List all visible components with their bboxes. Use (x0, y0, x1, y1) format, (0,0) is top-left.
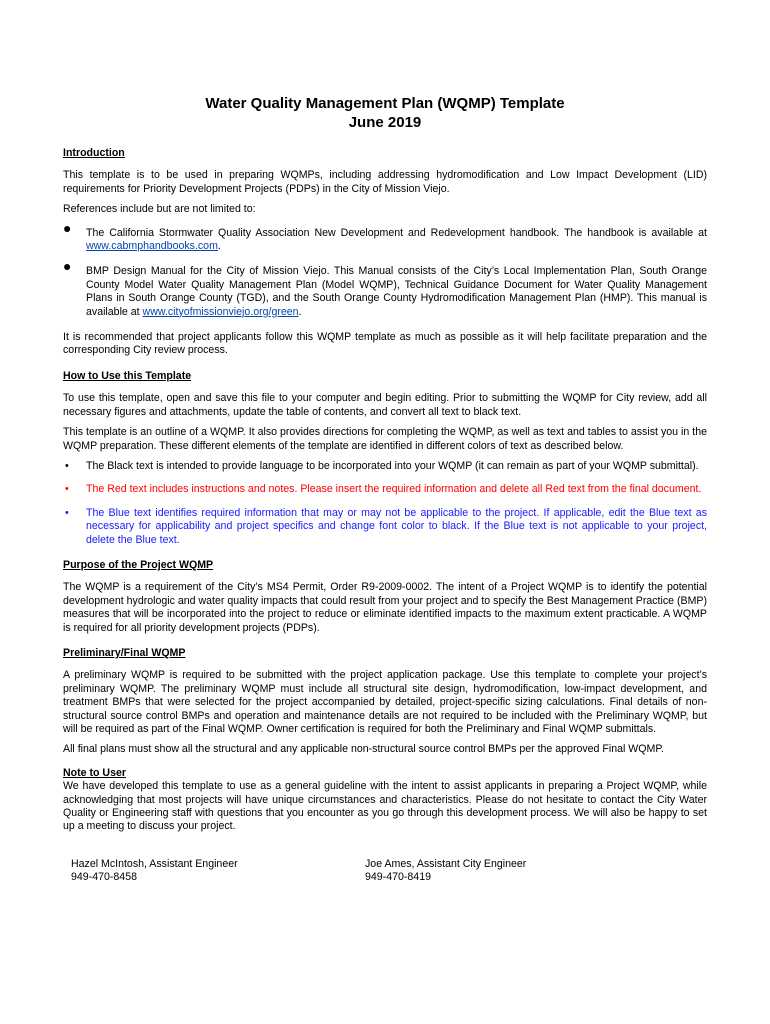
document-title (63, 94, 707, 132)
title-line-2: June 2019 (348, 114, 422, 131)
color-legend-list (63, 460, 707, 547)
reference-item (63, 258, 707, 319)
document-page (63, 94, 707, 885)
cabmp-handbook-link[interactable]: www.cabmphandbooks.com (86, 240, 218, 253)
reference-punct: . (217, 240, 221, 253)
purpose-paragraph: The WQMP is a requirement of the City’s MS4 Permit, Order R9-2009-0002. The intent of a Project WQMP is to identify the potential development hydrologic and water quality impacts that could result from your project and to specify the Best Management Practice (BMP) measures that will be incorporated into the project to reduce or eliminate identified impacts to the maximum extent practicable. A WQMP is required for all priority development projects (PDPs). (63, 581, 707, 634)
reference-punct: . (298, 305, 302, 318)
introduction-heading: Introduction (63, 147, 125, 159)
contact-hazel-mcintosh (71, 858, 365, 885)
black-text-note-text: The Black text is intended to provide language to be incorporated into your WQMP (it can remain as part of your WQMP submittal). (86, 459, 699, 472)
recommendation-paragraph: It is recommended that project applicants follow this WQMP template as much as possible as it will help facilitate preparation and the corresponding City review process. (63, 331, 707, 357)
note-to-user-paragraph: We have developed this template to use as a general guideline with the intent to assist applicants in preparing a Project WQMP, while acknowledging that most projects will have unique circumstances and characteristics. Please do not hesitate to contact the City Water Quality or Engineering staff with questions that you encounter as you go through this development process. We will also be happy to set up a meeting to discuss your project. (63, 780, 707, 833)
blue-text-note (63, 507, 707, 547)
references-list (63, 219, 707, 319)
reference-item (63, 219, 707, 254)
reference-text: The California Stormwater Quality Association New Development and Redevelopment handbook. The handbook is available at (86, 226, 707, 239)
how-to-use-paragraph-1: To use this template, open and save this file to your computer and begin editing. Prior to submitting the WQMP for City review, add all necessary figures and attachments, update the table of contents, and convert all text to black text. (63, 392, 707, 418)
bullet-icon: ● (63, 219, 72, 236)
bullet-icon: • (65, 506, 69, 519)
reference-text: BMP Design Manual for the City of Mission Viejo. This Manual consists of the City’s Local Implementation Plan, South Orange County Model Water Quality Management Plan (Model WQMP), Technical Guidance Document for Water Quality Management Plans in South Orange County (TGD), and the South Orange County Hydromodification Management Plan (HMP). This manual is available at (86, 265, 707, 318)
mission-viejo-green-link[interactable]: www.cityofmissionviejo.org/green (142, 305, 299, 318)
blue-text-note-text: The Blue text identifies required information that may or may not be applicable to the project. If applicable, edit the Blue text as necessary for applicability and project specifics and change font color to black. If the Blue text is not applicable to your project, delete the Blue text. (86, 506, 707, 546)
introduction-paragraph: This template is to be used in preparing WQMPs, including addressing hydromodification and Low Impact Development (LID) requirements for Priority Development Projects (PDPs) in the City of Mission Viejo. (63, 169, 707, 195)
how-to-use-heading: How to Use this Template (63, 369, 192, 382)
red-text-note-text: The Red text includes instructions and notes. Please insert the required information and delete all Red text from the final document. (86, 483, 702, 496)
contact-phone: 949-470-8419 (365, 871, 431, 884)
preliminary-final-paragraph-1: A preliminary WQMP is required to be submitted with the project application package. Use this template to complete your project’s preliminary WQMP. The preliminary WQMP must include all structural site design, hydromodification, low-impact development, and treatment BMPs that were selected for the project accompanied by detailed, project-specific sizing calculations. Final details of non-structural source control BMPs and operation and maintenance details are not required to be included with the Preliminary WQMP, but will be required as part of the Final WQMP. Owner certification is required for both the Preliminary and Final WQMP submittals. (63, 669, 707, 735)
black-text-note (63, 460, 707, 473)
contact-joe-ames (365, 858, 659, 885)
red-text-note (63, 483, 707, 496)
contacts (63, 858, 707, 885)
bullet-icon: • (65, 459, 69, 472)
purpose-heading: Purpose of the Project WQMP (63, 558, 214, 571)
contact-phone: 949-470-8458 (71, 871, 137, 884)
preliminary-final-heading: Preliminary/Final WQMP (63, 646, 186, 659)
contact-name: Hazel McIntosh, Assistant Engineer (71, 857, 238, 870)
bullet-icon: ● (63, 258, 72, 275)
contact-name: Joe Ames, Assistant City Engineer (365, 857, 527, 870)
preliminary-final-paragraph-2: All final plans must show all the structural and any applicable non-structural source control BMPs per the approved Final WQMP. (63, 743, 664, 756)
bullet-icon: • (65, 483, 69, 496)
references-intro: References include but are not limited to: (63, 203, 256, 216)
how-to-use-paragraph-2: This template is an outline of a WQMP. It also provides directions for completing the WQMP, as well as text and tables to assist you in the WQMP preparation. These different elements of the template are identified in different colors of text as described below. (63, 426, 707, 452)
title-line-1: Water Quality Management Plan (WQMP) Template (205, 95, 565, 112)
note-to-user-heading: Note to User (63, 766, 126, 779)
